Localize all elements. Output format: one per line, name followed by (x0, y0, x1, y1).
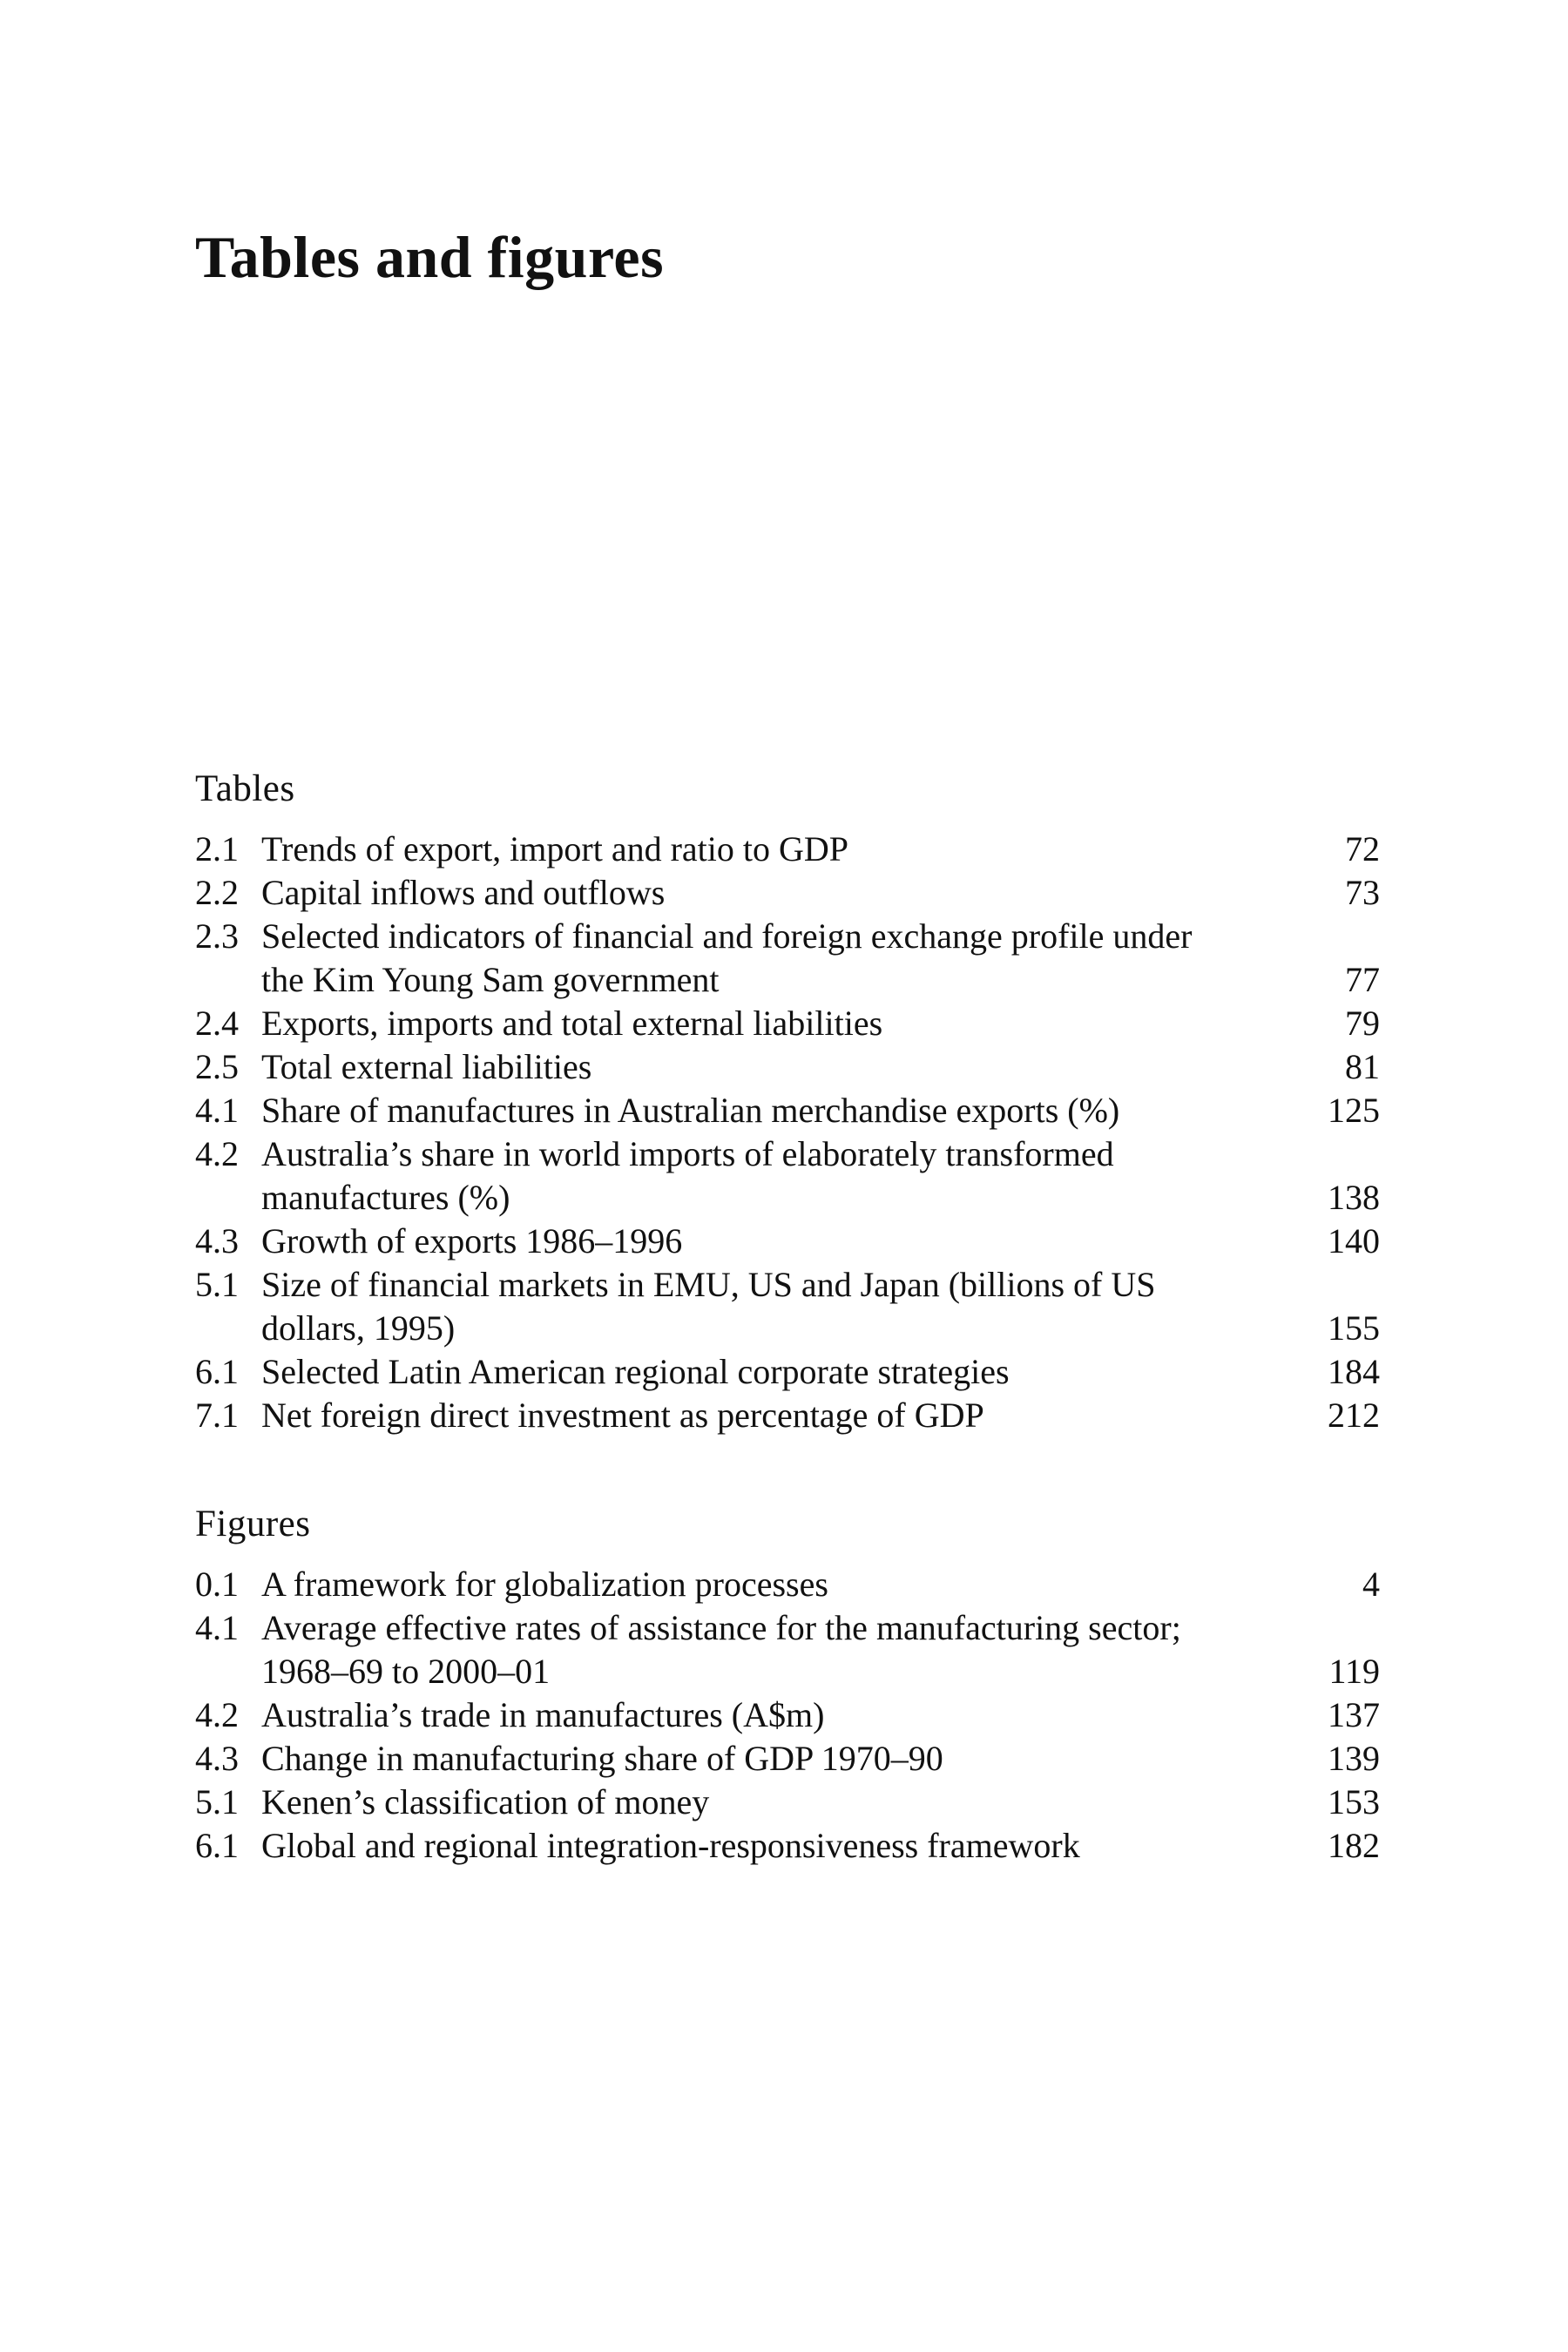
entry-page-number: 79 (1345, 1004, 1380, 1043)
table-entry-7-1[interactable] (195, 1394, 1380, 1437)
entry-title: Net foreign direct investment as percentage of GDP (261, 1396, 984, 1435)
entry-page-number: 155 (1328, 1308, 1380, 1348)
entry-number: 4.2 (195, 1695, 239, 1734)
figures-heading: Figures (195, 1504, 311, 1544)
entry-number: 2.4 (195, 1004, 239, 1043)
entry-page-number: 4 (1362, 1565, 1380, 1604)
figure-entry-6-1[interactable] (195, 1824, 1380, 1868)
entry-title: A framework for globalization processes (261, 1565, 828, 1604)
entry-page-number: 153 (1328, 1782, 1380, 1821)
entry-page-number: 72 (1345, 829, 1380, 868)
entry-page-number: 212 (1328, 1396, 1380, 1435)
entry-number: 5.1 (195, 1265, 239, 1304)
figure-entry-4-2[interactable] (195, 1693, 1380, 1737)
figure-entry-4-3[interactable] (195, 1737, 1380, 1781)
entry-number: 5.1 (195, 1782, 239, 1821)
figure-entry-4-1[interactable] (195, 1606, 1380, 1693)
entry-number: 4.1 (195, 1608, 239, 1647)
entry-page-number: 182 (1328, 1826, 1380, 1865)
figure-entry-5-1[interactable] (195, 1781, 1380, 1824)
entry-number: 2.2 (195, 873, 239, 912)
table-entry-2-5[interactable] (195, 1045, 1380, 1089)
entry-title: Global and regional integration-responsiveness framework (261, 1826, 1080, 1865)
entry-page-number: 184 (1328, 1352, 1380, 1391)
entry-title: Australia’s share in world imports of elaborately transformed manufactures (%) (261, 1134, 1114, 1217)
entry-number: 4.1 (195, 1091, 239, 1130)
table-entry-6-1[interactable] (195, 1350, 1380, 1394)
entry-title: Selected Latin American regional corporate strategies (261, 1352, 1010, 1391)
entry-number: 6.1 (195, 1352, 239, 1391)
tables-section (195, 765, 1380, 1437)
entry-title: Exports, imports and total external liabilities (261, 1004, 883, 1043)
table-entry-4-1[interactable] (195, 1089, 1380, 1132)
table-entry-2-1[interactable] (195, 828, 1380, 871)
entry-page-number: 77 (1345, 960, 1380, 999)
entry-title: Growth of exports 1986–1996 (261, 1221, 683, 1260)
tables-list (195, 828, 1380, 1437)
entry-title: Trends of export, import and ratio to GDP (261, 829, 849, 868)
entry-title: Selected indicators of financial and foreign exchange profile under the Kim Young Sam government (261, 916, 1193, 999)
entry-number: 0.1 (195, 1565, 239, 1604)
entry-page-number: 81 (1345, 1047, 1380, 1086)
figure-entry-0-1[interactable] (195, 1563, 1380, 1606)
entry-page-number: 138 (1328, 1178, 1380, 1217)
entry-number: 7.1 (195, 1396, 239, 1435)
table-entry-4-2[interactable] (195, 1132, 1380, 1220)
table-entry-2-4[interactable] (195, 1002, 1380, 1045)
entry-number: 2.3 (195, 916, 239, 956)
entry-number: 2.5 (195, 1047, 239, 1086)
entry-page-number: 119 (1328, 1652, 1380, 1691)
entry-title: Change in manufacturing share of GDP 1970–90 (261, 1739, 943, 1778)
figures-section (195, 1500, 1380, 1868)
entry-title: Capital inflows and outflows (261, 873, 666, 912)
page-title: Tables and figures (195, 224, 665, 290)
entry-title: Size of financial markets in EMU, US and Japan (billions of US dollars, 1995) (261, 1265, 1156, 1348)
entry-page-number: 73 (1345, 873, 1380, 912)
entry-title: Average effective rates of assistance for the manufacturing sector; 1968–69 to 2000–01 (261, 1608, 1181, 1691)
entry-title: Kenen’s classification of money (261, 1782, 710, 1821)
tables-heading: Tables (195, 768, 295, 809)
entry-number: 2.1 (195, 829, 239, 868)
entry-number: 4.3 (195, 1739, 239, 1778)
figures-list (195, 1563, 1380, 1868)
entry-number: 4.2 (195, 1134, 239, 1173)
entry-page-number: 137 (1328, 1695, 1380, 1734)
entry-page-number: 125 (1328, 1091, 1380, 1130)
entry-number: 4.3 (195, 1221, 239, 1260)
table-entry-5-1[interactable] (195, 1263, 1380, 1350)
table-entry-2-2[interactable] (195, 871, 1380, 915)
entry-page-number: 139 (1328, 1739, 1380, 1778)
entry-title: Total external liabilities (261, 1047, 592, 1086)
table-entry-4-3[interactable] (195, 1220, 1380, 1263)
entry-title: Australia’s trade in manufactures (A$m) (261, 1695, 825, 1734)
entry-title: Share of manufactures in Australian merchandise exports (%) (261, 1091, 1120, 1130)
entry-page-number: 140 (1328, 1221, 1380, 1260)
table-entry-2-3[interactable] (195, 915, 1380, 1002)
entry-number: 6.1 (195, 1826, 239, 1865)
